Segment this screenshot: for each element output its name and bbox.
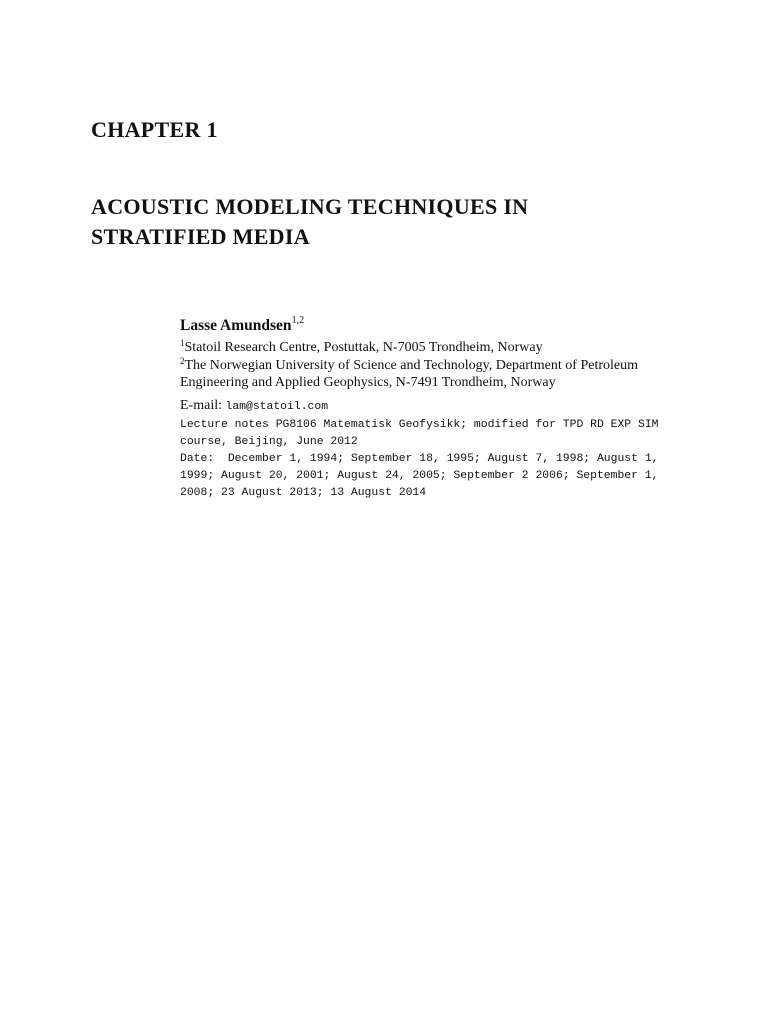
author-name-line	[180, 316, 650, 336]
chapter-title	[91, 192, 711, 252]
email-address[interactable]: lam@statoil.com	[225, 400, 329, 413]
notes-line: 2008; 23 August 2013; 13 August 2014	[180, 486, 427, 499]
notes-line: 1999; August 20, 2001; August 24, 2005; September 2 2006; September 1,	[180, 469, 659, 482]
affiliation-2	[180, 357, 650, 392]
affiliation-mark: 1	[180, 338, 185, 348]
affiliation-1	[180, 339, 650, 357]
chapter-title-line: ACOUSTIC MODELING TECHNIQUES IN	[91, 194, 529, 219]
chapter-label: CHAPTER 1	[91, 117, 218, 142]
author-block	[180, 315, 659, 502]
affiliation-text: Engineering and Applied Geophysics, N-7491 Trondheim, Norway	[180, 375, 556, 390]
notes-line: Lecture notes PG8106 Matematisk Geofysikk; modified for TPD RD EXP SIM	[180, 418, 659, 431]
affiliation-mark: 2	[180, 355, 185, 366]
email-line	[180, 397, 650, 416]
author-affiliation-marks: 1,2	[291, 315, 305, 326]
email-label: E-mail:	[180, 397, 222, 413]
chapter-title-line: STRATIFIED MEDIA	[91, 224, 310, 249]
author-name: Lasse Amundsen	[180, 317, 292, 334]
notes-line: Date: December 1, 1994; September 18, 1995; August 7, 1998; August 1,	[180, 452, 659, 465]
notes-line: course, Beijing, June 2012	[180, 435, 358, 448]
lecture-notes	[180, 417, 659, 502]
affiliation-text: The Norwegian University of Science and Technology, Department of Petroleum	[184, 357, 638, 373]
affiliation-text: Statoil Research Centre, Postuttak, N-7005 Trondheim, Norway	[184, 340, 543, 355]
